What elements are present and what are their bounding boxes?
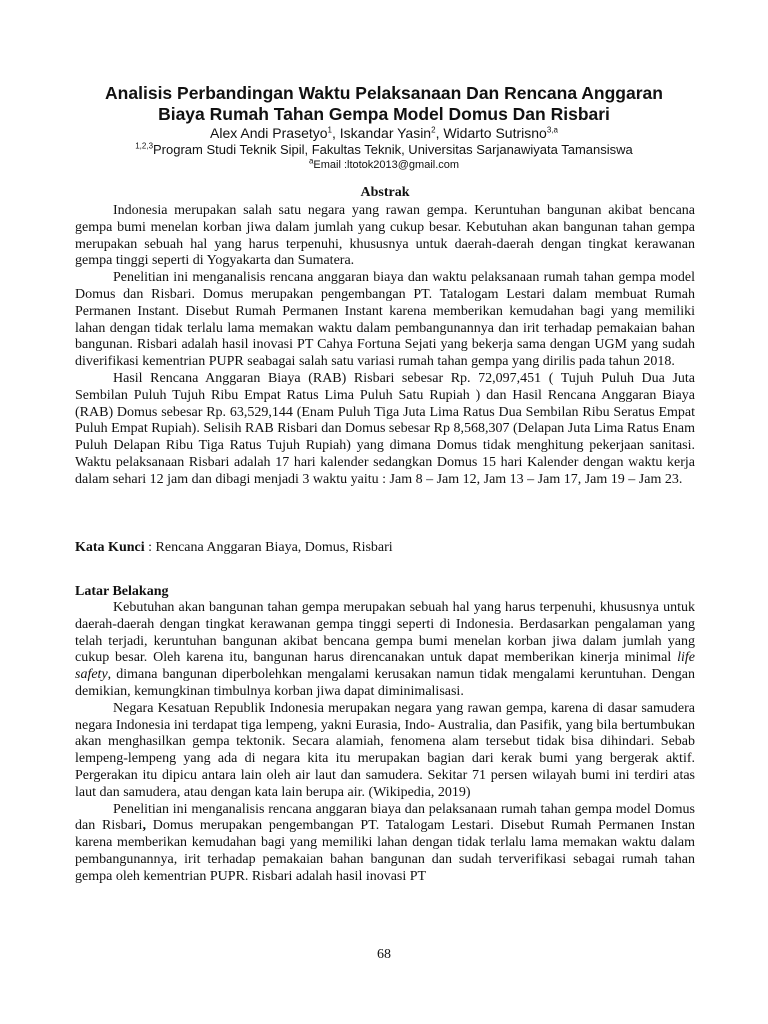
title-line-1: Analisis Perbandingan Waktu Pelaksanaan Dan Rencana Anggaran	[105, 83, 663, 103]
paper-title	[60, 83, 708, 125]
italic-term: life safety	[75, 650, 695, 683]
keywords-text: : Rencana Anggaran Biaya, Domus, Risbari	[144, 540, 393, 555]
affiliation	[60, 141, 708, 158]
author-list: Alex Andi Prasetyo$^1$, Iskandar Yasin$^2$, Widarto Sutrisno$^{3,a}$	[210, 125, 558, 141]
page-number: 68	[377, 947, 391, 962]
abstract-paragraph: Indonesia merupakan salah satu negara yang rawan gempa. Keruntuhan bangunan akibat bencana gempa bumi menelan korban jiwa dalam jumlah yang cukup besar. Kebutuhan akan bangunan tahan gempa merupakan sebuah hal yang harus terpenuhi, khususnya untuk daerah-daerah dengan tingkat kerawanan gempa tinggi seperti di Yogyakarta dan Sumatera.	[75, 203, 695, 269]
abstract-paragraph: Hasil Rencana Anggaran Biaya (RAB) Risbari sebesar Rp. 72,097,451 ( Tujuh Puluh Dua Juta Sembilan Puluh Tujuh Ribu Empat Ratus Lima Puluh Satu Rupiah ) dan Hasil Rencana Anggaran Biaya (RAB) Domus sebesar Rp. 63,529,144 (Enam Puluh Tiga Juta Lima Ratus Dua Sembilan Ribu Seratus Empat Puluh Empat Rupiah). Selisih RAB Risbari dan Domus sebesar Rp 8,568,307 (Delapan Juta Lima Ratus Enam Puluh Delapan Ribu Tiga Ratus Tujuh Rupiah) yang dimana Domus tidak menghitung pekerjaan sanitasi. Waktu pelaksanaan Risbari adalah 17 hari kalender sedangkan Domus 15 hari Kalender dengan waktu kerja dalam sehari 12 jam dan dibagi menjadi 3 waktu yaitu : Jam 8 – Jam 12, Jam 13 – Jam 17, Jam 19 – Jam 23.	[75, 370, 695, 487]
keywords	[75, 539, 695, 556]
email	[60, 158, 708, 172]
author-sup: 1	[327, 125, 332, 135]
email-text: Email :ltotok2013@gmail.com	[313, 159, 460, 171]
body-paragraph: Negara Kesatuan Republik Indonesia merupakan negara yang rawan gempa, karena di dasar samudera negara Indonesia ini terdapat tiga lempeng, yakni Eurasia, Indo- Australia, dan Pasifik, yang bila bertumbukan akan menghasilkan gempa tektonik. Secara alamiah, fenomena alam tersebut tidak bisa dihindari. Sebab lempeng-lempeng yang ada di negara kita itu merupakan bagian dari kerak bumi yang bergerak aktif. Pergerakan itu dipicu antara lain oleh air laut dan samudera. Sekitar 71 persen wilayah bumi ini terdiri atas laut dan samudera, atau dengan kata lain berupa air. (Wikipedia, 2019)	[75, 700, 695, 800]
author-name: Widarto Sutrisno	[443, 125, 547, 141]
body-paragraph: Penelitian ini menganalisis rencana anggaran biaya dan pelaksanaan rumah tahan gempa model Domus dan Risbari, Domus merupakan pengembangan PT. Tatalogam Lestari. Disebut Rumah Permanen Instan karena memberikan kemudahan bagi yang memiliki lahan dengan tidak terlalu lama memakan waktu dalam pembangunannya, irit terhadap pemakaian bahan bangunan dan sudah terverifikasi sebagai rumah tahan gempa oleh kementrian PUPR. Risbari adalah hasil inovasi PT	[75, 801, 696, 884]
author-sup: 2	[431, 125, 436, 135]
body-paragraph: Kebutuhan akan bangunan tahan gempa merupakan sebuah hal yang harus terpenuhi, khususnya untuk daerah-daerah dengan tingkat kerawanan gempa tinggi seperti di Indonesia. Berdasarkan pengalaman yang telah terjadi, keruntuhan bangunan akibat bencana gempa bumi menelan korban jiwa dalam jumlah yang cukup besar. Oleh karena itu, bangunan harus direncanakan untuk dapat memberikan kinerja minimal life safety, dimana bangunan diperbolehkan mengalami kerusakan namun tidak mengalami keruntuhan. Dengan demikian, kemungkinan timbulnya korban jiwa dapat diminimalisasi.	[75, 600, 695, 699]
email-sup: a	[308, 156, 314, 166]
author-name: Alex Andi Prasetyo	[210, 125, 328, 141]
affiliation-text: Program Studi Teknik Sipil, Fakultas Teknik, Universitas Sarjanawiyata Tamansiswa	[153, 142, 633, 157]
author-name: Iskandar Yasin	[339, 125, 432, 141]
section-heading: Latar Belakang	[75, 584, 169, 599]
abstract-heading: Abstrak	[360, 185, 410, 200]
keywords-label: Kata Kunci	[75, 540, 145, 555]
section-body	[75, 600, 695, 886]
affiliation-sup: 1,2,3	[135, 141, 154, 151]
abstract-paragraph: Penelitian ini menganalisis rencana anggaran biaya dan waktu pelaksanaan rumah tahan gempa model Domus dan Risbari. Domus merupakan pengembangan PT. Tatalogam Lestari dalam membuat Rumah Permanen Instant. Disebut Rumah Permanen Instant karena memberikan kemudahan bagi yang memiliki lahan dengan tidak terlalu lama memakan waktu dalam pembangunannya dan irit terhadap pemakaian bahan bangunan. Risbari adalah hasil inovasi PT Cahya Fortuna Sejati yang bekerja sama dengan UGM yang sudah diverifikasi kementrian PUPR seabagai salah satu variasi rumah tahan gempa yang dirilis pada tahun 2018.	[75, 270, 695, 370]
title-line-2: Biaya Rumah Tahan Gempa Model Domus Dan Risbari	[158, 104, 610, 124]
author-sup: 3,a	[546, 125, 558, 135]
abstract-body	[75, 203, 695, 489]
paper-header	[60, 83, 708, 172]
